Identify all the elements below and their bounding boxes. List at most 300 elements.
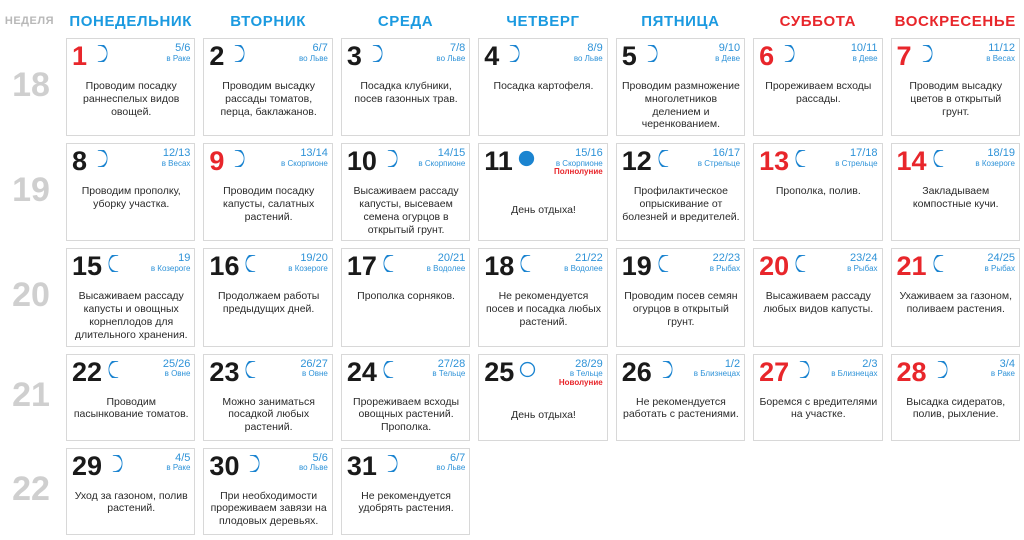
day-cell[interactable] [478, 143, 607, 241]
day-of-week-saturday: СУББОТА [779, 12, 857, 30]
moon-phase-label: Новолуние [558, 377, 603, 387]
day-cell-wrapper [62, 352, 199, 446]
day-cell[interactable] [203, 448, 332, 535]
day-number: 30 [209, 450, 240, 481]
day-cell-wrapper [887, 141, 1024, 246]
zodiac-sign: в Рыбах [709, 263, 741, 273]
empty-day-cell [478, 448, 607, 535]
lunar-day: 26/27 [300, 357, 328, 370]
day-cell-header [622, 147, 740, 181]
day-cell-wrapper [612, 36, 749, 141]
day-cell-wrapper [337, 246, 474, 351]
zodiac-sign: в Весах [986, 53, 1015, 63]
lunar-day: 11/12 [988, 42, 1015, 54]
day-advice-text: Высаживаем рассаду любых видов капусты. [763, 290, 874, 316]
lunar-info [399, 147, 465, 168]
day-advice-text: День отдыха! [511, 204, 576, 217]
day-advice-text: Продолжаем работы предыдущих дней. [217, 290, 320, 316]
day-number: 12 [621, 146, 652, 177]
day-cell[interactable] [478, 354, 607, 441]
lunar-day: 25/26 [162, 357, 191, 370]
lunar-day: 12/13 [162, 147, 191, 160]
week-number: 20 [12, 276, 50, 315]
moon-phase-waxing-icon [657, 361, 674, 378]
day-of-week-tuesday: ВТОРНИК [230, 12, 306, 30]
lunar-info [521, 42, 602, 63]
day-number: 3 [346, 41, 362, 71]
moon-phase-waxing-icon [382, 455, 399, 472]
day-cell[interactable] [66, 38, 195, 136]
day-of-week-sunday: ВОСКРЕСЕНЬЕ [894, 12, 1016, 30]
zodiac-sign: в Раке [990, 369, 1015, 379]
day-cell-wrapper [199, 141, 336, 246]
day-cell-header [484, 42, 602, 76]
lunar-info [674, 147, 740, 168]
lunar-info [124, 358, 190, 379]
lunar-info [811, 147, 877, 168]
day-cell-wrapper [199, 36, 336, 141]
day-cell-wrapper [749, 352, 886, 446]
zodiac-sign: в Тельце [432, 369, 466, 379]
day-cell-header [622, 358, 740, 392]
day-number: 24 [346, 356, 377, 387]
day-cell-wrapper [612, 446, 749, 540]
lunar-day: 1/2 [724, 357, 741, 370]
zodiac-sign: в Весах [161, 158, 191, 168]
day-advice-text: Закладываем компостные кучи. [912, 185, 999, 210]
lunar-day: 9/10 [718, 42, 741, 54]
lunar-day: 2/3 [862, 357, 878, 370]
lunar-day: 3/4 [999, 357, 1015, 370]
day-cell[interactable] [341, 143, 470, 241]
day-cell-wrapper [199, 352, 336, 446]
moon-phase-waning-icon [932, 255, 949, 272]
day-number: 31 [346, 450, 377, 481]
day-cell[interactable] [341, 38, 470, 136]
day-cell-wrapper [199, 446, 336, 540]
zodiac-sign: во Льве [298, 463, 328, 473]
week-row [0, 246, 1024, 351]
day-cell-header [897, 252, 1015, 286]
week-number: 19 [12, 171, 50, 210]
day-number: 21 [896, 251, 927, 282]
day-advice-text: Проводим размножение многолетников делением и черенкованием. [621, 80, 740, 131]
zodiac-sign: во Льве [436, 463, 466, 473]
day-number: 4 [484, 41, 500, 71]
lunar-info [536, 358, 602, 387]
day-cell-wrapper [337, 446, 474, 540]
day-cell-wrapper [199, 246, 336, 351]
zodiac-sign: в Близнецах [831, 369, 878, 379]
lunar-info [109, 42, 190, 63]
lunar-info [949, 358, 1015, 379]
day-advice-text: Проводим посадку раннеспелых видов овощей. [83, 80, 180, 118]
lunar-day: 6/7 [449, 451, 466, 464]
day-cell-header [72, 42, 190, 76]
day-advice-text: Прополка, полив. [775, 185, 861, 198]
day-cell-header [759, 42, 877, 76]
zodiac-sign: в Овне [164, 369, 191, 379]
day-cell-header [759, 252, 877, 286]
day-cell-header [72, 252, 190, 286]
day-cell-wrapper [612, 141, 749, 246]
day-cell[interactable] [891, 143, 1020, 241]
lunar-day: 21/22 [575, 252, 603, 265]
zodiac-sign: в Рыбах [984, 263, 1015, 273]
day-number: 17 [346, 251, 377, 282]
day-number: 10 [346, 146, 377, 177]
day-cell-header [897, 42, 1015, 76]
day-cell-wrapper [474, 36, 611, 141]
day-advice-text: Профилактическое опрыскивание от болезней и вредителей. [622, 185, 740, 223]
moon-phase-waxing-icon [779, 45, 796, 62]
week-number: 22 [12, 470, 50, 509]
day-number: 2 [209, 41, 225, 71]
lunar-info [384, 42, 465, 63]
moon-phase-waxing-icon [229, 150, 246, 167]
lunar-day: 7/8 [449, 42, 466, 54]
day-cell-header [622, 252, 740, 286]
day-advice-text: День отдыха! [511, 409, 576, 422]
day-number: 7 [896, 41, 912, 71]
zodiac-sign: в Стрельце [697, 158, 741, 168]
zodiac-sign: в Раке [166, 463, 191, 473]
day-cell-header [347, 147, 465, 181]
day-cell[interactable] [341, 354, 470, 441]
lunar-info [261, 252, 327, 273]
lunar-day: 8/9 [587, 42, 603, 54]
week-row [0, 141, 1024, 246]
day-advice-text: Проводим прополку, уборку участка. [81, 185, 181, 210]
moon-phase-waning-icon [932, 150, 949, 167]
lunar-info [124, 252, 190, 273]
day-advice-text: Проводим высадку цветов в открытый грунт. [909, 80, 1003, 118]
zodiac-sign: в Скорпионе [280, 158, 328, 168]
day-cell-header [759, 147, 877, 181]
lunar-day: 22/23 [712, 252, 741, 265]
zodiac-sign: во Льве [573, 53, 603, 63]
day-cell[interactable] [616, 354, 745, 441]
day-of-week-wednesday: СРЕДА [377, 12, 434, 30]
moon-phase-waxing-icon [107, 455, 124, 472]
day-cell-header [209, 147, 327, 181]
lunar-info [399, 252, 465, 273]
lunar-day: 10/11 [850, 42, 878, 54]
day-advice-text: Ухаживаем за газоном, поливаем растения. [899, 290, 1013, 316]
moon-phase-waxing-icon [92, 45, 109, 62]
lunar-info [399, 452, 465, 473]
lunar-info [811, 252, 877, 273]
zodiac-sign: в Козероге [150, 263, 191, 273]
day-advice-text: Посадка клубники, посев газонных трав. [354, 80, 458, 105]
calendar-grid [0, 36, 1024, 540]
moon-phase-waning-icon [382, 361, 399, 378]
day-cell-header [484, 147, 602, 181]
week-row [0, 36, 1024, 141]
day-advice-text: Не рекомендуется работать с растениями. [623, 395, 739, 421]
lunar-day: 17/18 [850, 147, 878, 160]
day-cell-wrapper [887, 446, 1024, 540]
moon-phase-waning-icon [519, 255, 536, 272]
day-cell-wrapper [62, 141, 199, 246]
day-advice-text: Прополка сорняков. [357, 290, 455, 303]
day-cell[interactable] [203, 354, 332, 441]
lunar-day: 5/6 [312, 451, 328, 464]
day-of-week-monday: ПОНЕДЕЛЬНИК [69, 12, 193, 30]
day-cell[interactable] [753, 248, 882, 346]
zodiac-sign: в Раке [166, 53, 191, 63]
week-column-header: НЕДЕЛЯ [4, 15, 54, 27]
day-cell-header [484, 358, 602, 392]
zodiac-sign: в Водолее [564, 263, 603, 273]
zodiac-sign: в Стрельце [835, 158, 878, 168]
day-cell[interactable] [891, 38, 1020, 136]
lunar-info [536, 252, 602, 273]
moon-phase-waxing-icon [229, 45, 246, 62]
day-cell[interactable] [66, 354, 195, 441]
day-number: 25 [484, 356, 515, 387]
day-cell-wrapper [337, 352, 474, 446]
moon-phase-waning-icon [107, 255, 124, 272]
day-cell-wrapper [474, 446, 611, 540]
day-cell[interactable] [753, 38, 882, 136]
day-cell-wrapper [474, 141, 611, 246]
day-cell-wrapper [337, 36, 474, 141]
moon-phase-waxing-icon [367, 45, 384, 62]
moon-phase-full-icon [518, 150, 535, 167]
lunar-day: 24/25 [987, 252, 1015, 265]
moon-phase-waxing-icon [917, 45, 934, 62]
zodiac-sign: в Овне [302, 369, 328, 379]
calendar-header [0, 0, 1024, 36]
lunar-day: 18/19 [987, 147, 1015, 160]
day-number: 29 [72, 450, 103, 481]
day-number: 26 [621, 356, 652, 387]
zodiac-sign: в Скорпионе [418, 158, 466, 168]
lunar-info [246, 147, 327, 168]
day-cell[interactable] [616, 248, 745, 346]
day-cell-wrapper [474, 246, 611, 351]
day-advice-text: Не рекомендуется удобрять растения. [358, 489, 454, 515]
day-cell[interactable] [203, 143, 332, 241]
day-cell-header [72, 358, 190, 392]
day-advice-text: Прореживаем всходы рассады. [765, 80, 872, 105]
day-cell-header [347, 252, 465, 286]
day-cell-wrapper [62, 36, 199, 141]
zodiac-sign: в Козероге [975, 158, 1015, 168]
day-number: 19 [621, 251, 652, 282]
day-advice-text: Боремся с вредителями на участке. [759, 395, 878, 421]
day-number: 1 [72, 41, 88, 71]
day-cell[interactable] [203, 248, 332, 346]
day-cell-header [209, 252, 327, 286]
lunar-day: 14/15 [437, 147, 466, 160]
day-cell[interactable] [753, 143, 882, 241]
day-cell-wrapper [62, 246, 199, 351]
day-cell[interactable] [341, 248, 470, 346]
day-cell[interactable] [66, 143, 195, 241]
week-number: 18 [12, 66, 50, 105]
zodiac-sign: в Тельце [569, 369, 603, 379]
day-cell-header [897, 147, 1015, 181]
day-cell[interactable] [478, 248, 607, 346]
day-number: 14 [896, 146, 927, 177]
week-row [0, 446, 1024, 540]
moon-phase-waxing-icon [244, 455, 261, 472]
day-number: 9 [209, 146, 225, 177]
day-advice-text: Проводим посев семян огурцов в открытый грунт. [624, 290, 738, 328]
day-cell-wrapper [474, 352, 611, 446]
day-of-week-thursday: ЧЕТВЕРГ [506, 12, 580, 30]
week-number: 21 [12, 376, 50, 415]
lunar-info [934, 42, 1015, 63]
lunar-info [811, 358, 877, 379]
lunar-info [124, 452, 190, 473]
day-cell-wrapper [337, 141, 474, 246]
day-cell-header [897, 358, 1015, 392]
day-of-week-friday: ПЯТНИЦА [641, 12, 720, 30]
day-cell-header [347, 42, 465, 76]
moon-phase-waning-icon [657, 150, 674, 167]
day-advice-text: Посадка картофеля. [493, 80, 594, 92]
day-number: 22 [72, 356, 103, 387]
day-number: 15 [72, 251, 103, 282]
lunar-day: 16/17 [712, 147, 741, 160]
day-cell-wrapper [749, 36, 886, 141]
lunar-info [261, 358, 327, 379]
lunar-info [399, 358, 465, 379]
day-advice-text: Высаживаем рассаду капусты, высеваем семена огурцов в открытый грунт. [353, 185, 459, 236]
day-advice-text: Проводим посадку капусты, салатных растений. [223, 185, 315, 223]
day-cell-header [347, 358, 465, 392]
day-cell-header [484, 252, 602, 286]
day-number: 20 [759, 251, 790, 282]
moon-phase-new-icon [519, 361, 536, 378]
day-number: 28 [896, 356, 927, 387]
lunar-info [261, 452, 327, 473]
lunar-day: 5/6 [175, 42, 191, 54]
moon-phase-waning-icon [657, 255, 674, 272]
day-cell[interactable] [478, 38, 607, 136]
moon-phase-waxing-icon [794, 361, 811, 378]
day-cell-header [209, 42, 327, 76]
day-cell[interactable] [616, 38, 745, 136]
day-number: 8 [72, 146, 88, 177]
zodiac-sign: во Льве [298, 53, 328, 63]
day-advice-text: Можно заниматься посадкой любых растений. [222, 395, 315, 434]
empty-day-cell [753, 448, 882, 535]
moon-phase-waning-icon [244, 255, 261, 272]
day-cell[interactable] [891, 354, 1020, 441]
lunar-day: 27/28 [437, 357, 466, 370]
day-advice-text: Прореживаем всходы овощных растений. Прополка. [353, 395, 460, 434]
day-cell-wrapper [749, 246, 886, 351]
zodiac-sign: в Рыбах [847, 263, 878, 273]
lunar-info [109, 147, 190, 168]
lunar-info [535, 147, 603, 176]
day-number: 11 [484, 146, 513, 177]
day-advice-text: Проводим пасынкование томатов. [73, 395, 189, 421]
lunar-info [246, 42, 327, 63]
day-number: 18 [484, 251, 515, 282]
day-cell[interactable] [66, 448, 195, 535]
moon-phase-waning-icon [244, 361, 261, 378]
moon-phase-label: Полнолуние [554, 167, 603, 177]
zodiac-sign: в Близнецах [693, 369, 741, 379]
day-cell-wrapper [887, 246, 1024, 351]
lunar-info [949, 252, 1015, 273]
day-cell-wrapper [887, 352, 1024, 446]
lunar-day: 23/24 [850, 252, 878, 265]
day-cell[interactable] [891, 248, 1020, 346]
day-cell-wrapper [749, 141, 886, 246]
day-cell[interactable] [341, 448, 470, 535]
day-cell-wrapper [749, 446, 886, 540]
day-cell-header [622, 42, 740, 76]
day-number: 6 [759, 41, 775, 71]
moon-phase-waning-icon [794, 255, 811, 272]
day-cell-wrapper [612, 352, 749, 446]
lunar-day: 13/14 [300, 147, 328, 160]
empty-day-cell [616, 448, 745, 535]
day-advice-text: При необходимости прореживаем завязи на плодовых деревьях. [210, 489, 327, 528]
moon-phase-waxing-icon [504, 45, 521, 62]
lunar-day: 6/7 [312, 42, 328, 54]
day-advice-text: Уход за газоном, полив растений. [74, 489, 188, 515]
day-cell-wrapper [887, 36, 1024, 141]
zodiac-sign: в Скорпионе [555, 158, 603, 168]
day-cell-header [347, 452, 465, 486]
day-cell-wrapper [62, 446, 199, 540]
day-cell[interactable] [616, 143, 745, 241]
day-number: 13 [759, 146, 790, 177]
day-cell[interactable] [66, 248, 195, 346]
moon-phase-waning-icon [382, 255, 399, 272]
zodiac-sign: в Деве [715, 53, 741, 63]
day-number: 27 [759, 356, 790, 387]
moon-phase-waxing-icon [382, 150, 399, 167]
day-advice-text: Высаживаем рассаду капусты и овощных корнеплодов для длительного хранения. [74, 290, 188, 341]
day-cell-header [72, 147, 190, 181]
lunar-day: 19 [178, 252, 191, 265]
zodiac-sign: в Деве [852, 53, 878, 63]
day-cell[interactable] [203, 38, 332, 136]
lunar-day: 15/16 [575, 147, 603, 160]
day-cell-header [72, 452, 190, 486]
lunar-day: 19/20 [300, 252, 328, 265]
day-advice-text: Высадка сидератов, полив, рыхление. [906, 395, 1006, 421]
day-cell-header [759, 358, 877, 392]
lunar-info [674, 358, 740, 379]
lunar-info [796, 42, 877, 63]
day-cell-header [209, 358, 327, 392]
day-cell[interactable] [753, 354, 882, 441]
day-number: 16 [209, 251, 240, 282]
day-advice-text: Проводим высадку рассады томатов, перца, баклажанов. [220, 80, 317, 118]
moon-phase-waxing-icon [642, 45, 659, 62]
lunar-day: 4/5 [175, 451, 191, 464]
lunar-info [949, 147, 1015, 168]
moon-phase-waxing-icon [932, 361, 949, 378]
week-row [0, 352, 1024, 446]
lunar-day: 20/21 [437, 252, 466, 265]
day-number: 23 [209, 356, 240, 387]
day-cell-header [209, 452, 327, 486]
moon-phase-waning-icon [794, 150, 811, 167]
day-number: 5 [621, 41, 637, 71]
lunar-info [674, 252, 740, 273]
zodiac-sign: во Льве [436, 53, 466, 63]
